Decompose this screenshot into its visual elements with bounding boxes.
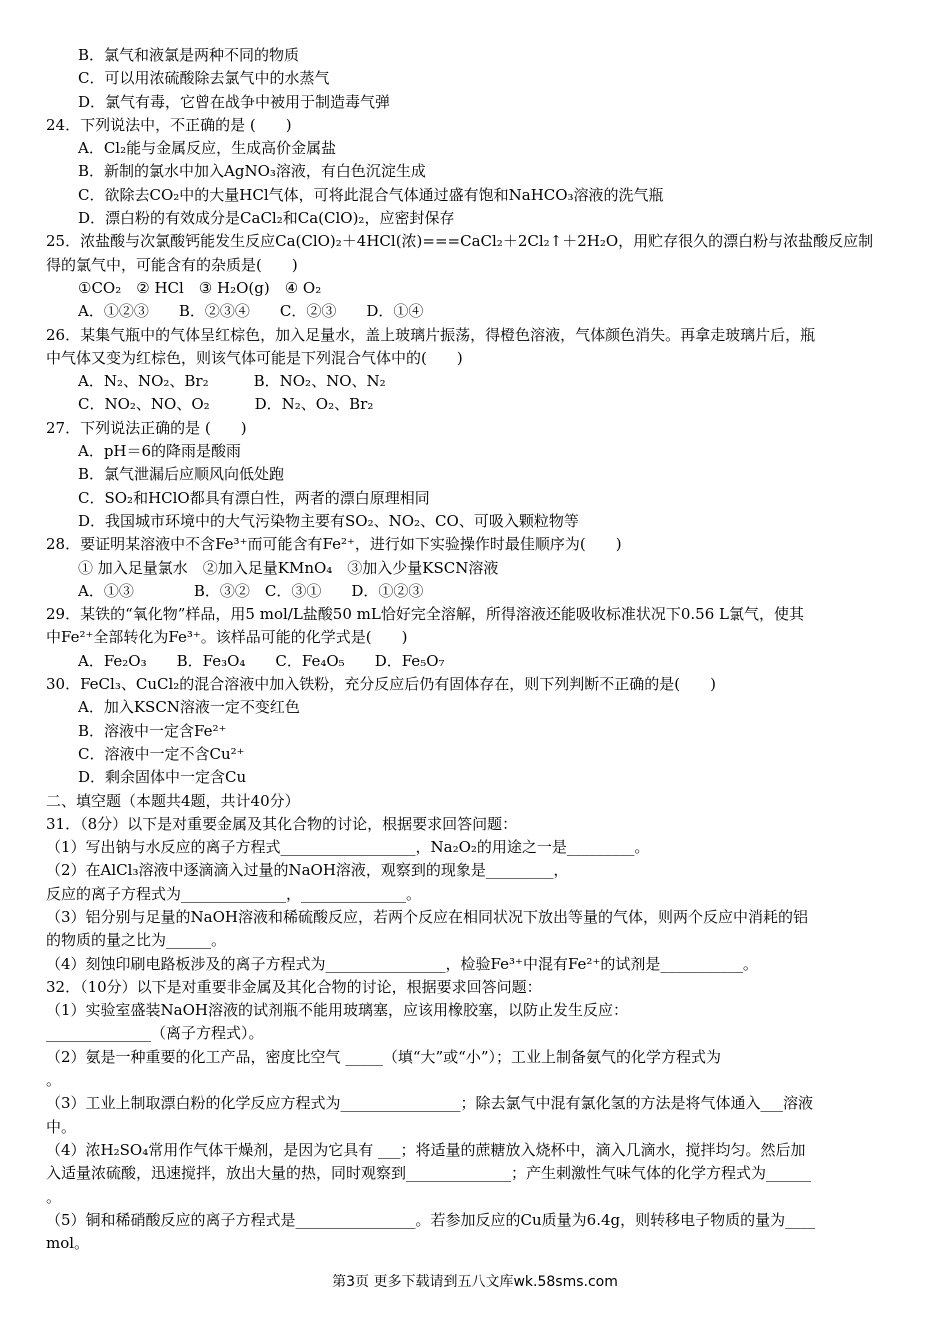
question-26: 26．某集气瓶中的气体呈红棕色，加入足量水，盖上玻璃片振荡，得橙色溶液，气体颜色消失。再拿走玻璃片后，瓶 (46, 325, 816, 344)
question-28-options: A．①③ B．③② C．③① D．①②③ (78, 581, 424, 600)
option-d: D．我国城市环境中的大气污染物主要有SO₂、NO₂、CO、可吸入颗粒物等 (78, 511, 579, 530)
question-25-options: A．①②③ B．②③④ C．②③ D．①④ (78, 302, 424, 321)
option-b: B．溶液中一定含Fe²⁺ (78, 721, 227, 740)
question-31: 31．（8分）以下是对重要金属及其化合物的讨论，根据要求回答问题： (46, 814, 518, 833)
question-24: 24．下列说法中，不正确的是 ( ) (46, 115, 292, 134)
question-31-part-3: （3）铝分别与足量的NaOH溶液和稀硫酸反应，若两个反应在相同状况下放出等量的气体，则两个反应中消耗的铝 (46, 907, 808, 926)
option-b: B．氯气和液氯是两种不同的物质 (78, 46, 300, 64)
option-d: D．氯气有毒，它曾在战争中被用于制造毒气弹 (78, 92, 391, 111)
question-29-cont: 中Fe²⁺全部转化为Fe³⁺。该样品可能的化学式是( ) (46, 628, 408, 647)
question-32-part-4-cont: 入适量浓硫酸，迅速搅拌，放出大量的热，同时观察到______________；产生刺激性气味气体的化学方程式为______ (46, 1164, 812, 1183)
page-footer: 第3页 更多下载请到五八文库wk.58sms.com (332, 1274, 618, 1290)
question-31-part-1: （1）写出钠与水反应的离子方程式__________________，Na₂O₂的用途之一是_________。 (46, 838, 650, 857)
question-26-options-cd: C．NO₂、NO、O₂ D．N₂、O₂、Br₂ (78, 395, 374, 414)
question-32-part-4: （4）浓H₂SO₄常用作气体干燥剂，是因为它具有 ___；将适量的蔗糖放入烧杯中，滴入几滴水，搅拌均匀。然后加 (46, 1140, 806, 1159)
option-a: A．pH＝6的降雨是酸雨 (78, 442, 242, 461)
question-26-options-ab: A．N₂、NO₂、Br₂ B．NO₂、NO、N₂ (78, 372, 386, 391)
option-c: C．SO₂和HClO都具有漂白性，两者的漂白原理相同 (78, 488, 430, 507)
section-heading: 二、填空题（本题共4题，共计40分） (46, 791, 300, 810)
question-32-part-3-cont: 中。 (46, 1117, 77, 1136)
question-31-part-2-cont: 反应的离子方程式为______________，______________。 (46, 884, 422, 903)
question-32: 32．（10分）以下是对重要非金属及其化合物的讨论，根据要求回答问题： (46, 977, 542, 996)
option-b: B．新制的氯水中加入AgNO₃溶液，有白色沉淀生成 (78, 162, 426, 181)
question-32-part-5-cont: mol。 (46, 1234, 90, 1253)
question-28: 28．要证明某溶液中不含Fe³⁺而可能含有Fe²⁺，进行如下实验操作时最佳顺序为( ) (46, 535, 622, 554)
option-a: A．加入KSCN溶液一定不变红色 (78, 698, 300, 717)
question-32-part-1: （1）实验室盛装NaOH溶液的试剂瓶不能用玻璃塞，应该用橡胶塞，以防止发生反应： (46, 1001, 628, 1020)
question-29-options: A．Fe₂O₃ B．Fe₃O₄ C．Fe₄O₅ D．Fe₅O₇ (78, 651, 445, 670)
option-d: D．剩余固体中一定含Cu (78, 768, 247, 787)
question-28-items: ① 加入足量氯水 ②加入足量KMnO₄ ③加入少量KSCN溶液 (78, 558, 499, 577)
question-32-part-3: （3）工业上制取漂白粉的化学反应方程式为________________；除去氯气中混有氯化氢的方法是将气体通入___溶液 (46, 1094, 814, 1113)
option-c: C．溶液中一定不含Cu²⁺ (78, 744, 245, 763)
question-32-part-2: （2）氨是一种重要的化工产品，密度比空气 _____（填“大”或“小”）；工业上制备氨气的化学方程式为 (46, 1047, 721, 1066)
question-32-part-4-end: 。 (46, 1187, 62, 1206)
question-25-items: ①CO₂ ② HCl ③ H₂O(g) ④ O₂ (78, 278, 322, 297)
option-d: D．漂白粉的有效成分是CaCl₂和Ca(ClO)₂，应密封保存 (78, 209, 455, 228)
question-26-cont: 中气体又变为红棕色，则该气体可能是下列混合气体中的( ) (46, 348, 463, 367)
question-27: 27．下列说法正确的是 ( ) (46, 418, 247, 437)
option-a: A．Cl₂能与金属反应，生成高价金属盐 (78, 139, 337, 158)
question-25: 25．浓盐酸与次氯酸钙能发生反应Ca(ClO)₂＋4HCl(浓)===CaCl₂＋2Cl₂↑＋2H₂O，用贮存很久的漂白粉与浓盐酸反应制 (46, 232, 874, 251)
question-31-part-4: （4）刻蚀印刷电路板涉及的离子方程式为________________，检验Fe³⁺中混有Fe²⁺的试剂是___________。 (46, 954, 758, 973)
question-25-cont: 得的氯气中，可能含有的杂质是( ) (46, 255, 298, 274)
question-31-part-2: （2）在AlCl₃溶液中逐滴滴入过量的NaOH溶液，观察到的现象是_________， (46, 861, 569, 880)
option-c: C．可以用浓硫酸除去氯气中的水蒸气 (78, 69, 330, 88)
question-32-part-1-cont: ______________（离子方程式）。 (46, 1024, 264, 1043)
question-31-part-3-cont: 的物质的量之比为______。 (46, 931, 227, 950)
option-b: B．氯气泄漏后应顺风向低处跑 (78, 465, 285, 484)
question-30: 30．FeCl₃、CuCl₂的混合溶液中加入铁粉，充分反应后仍有固体存在，则下列判断不正确的是( ) (46, 675, 716, 694)
question-29: 29．某铁的“氧化物”样品，用5 mol/L盐酸50 mL恰好完全溶解，所得溶液还能吸收标准状况下0.56 L氯气，使其 (46, 605, 804, 624)
document-body (46, 44, 908, 1255)
question-32-part-5: （5）铜和稀硝酸反应的离子方程式是________________。若参加反应的Cu质量为6.4g，则转移电子物质的量为____ (46, 1210, 816, 1229)
option-c: C．欲除去CO₂中的大量HCl气体，可将此混合气体通过盛有饱和NaHCO₃溶液的洗气瓶 (78, 185, 664, 204)
question-32-part-2-cont: 。 (46, 1071, 62, 1090)
